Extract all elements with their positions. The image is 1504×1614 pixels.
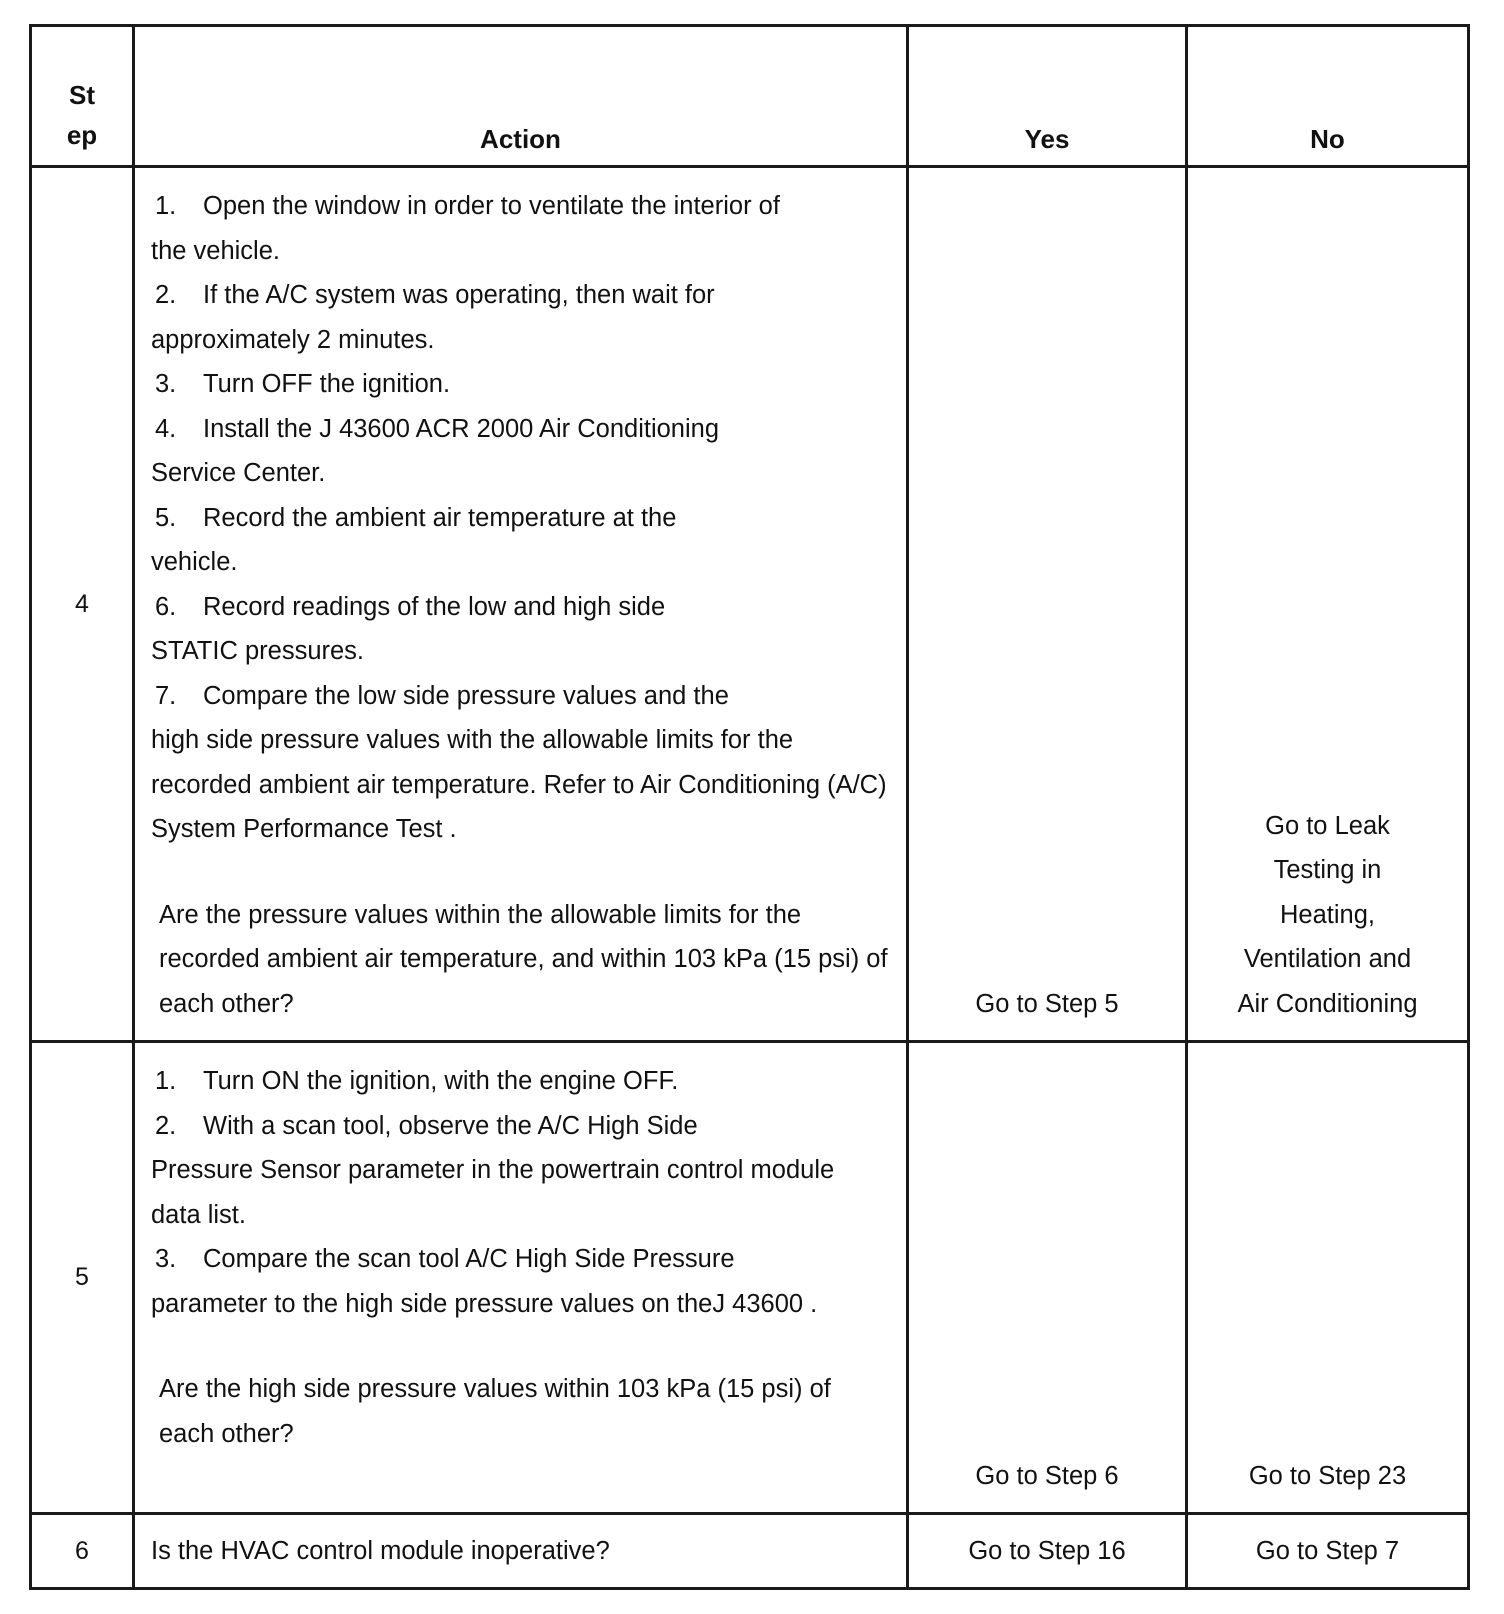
item-text: Open the window in order to ventilate the interior of: [203, 192, 780, 220]
item-continuation: Pressure Sensor parameter in the powertrain control module data list.: [151, 1156, 835, 1229]
item-number: 1.: [155, 1067, 177, 1095]
item-text: Install the J 43600 ACR 2000 Air Conditioning: [203, 414, 720, 443]
item-continuation: parameter to the high side pressure values on theJ 43600 .: [151, 1289, 818, 1318]
item-number: 2.: [155, 1111, 177, 1140]
item-text: If the A/C system was operating, then wait for: [203, 281, 715, 309]
item-text: Turn OFF the ignition.: [203, 370, 451, 398]
no-cell-text: Go to Leak Testing in Heating, Ventilation and Air Conditioning: [1237, 811, 1418, 1018]
yes-cell: Go to Step 5: [908, 167, 1187, 1042]
diagnostic-table: [29, 24, 1470, 1590]
question-text: Are the high side pressure values within 103 kPa (15 psi) of each other?: [159, 1375, 831, 1448]
step-number: 4: [31, 167, 134, 1042]
item-number: 4.: [155, 414, 177, 443]
item-text: Turn ON the ignition, with the engine OFF.: [203, 1067, 679, 1095]
action-item: [151, 585, 890, 674]
item-number: 3.: [155, 1245, 177, 1273]
action-item: [151, 674, 890, 852]
header-row: [31, 26, 1469, 167]
yes-cell: Go to Step 6: [908, 1042, 1187, 1514]
item-continuation: high side pressure values with the allowable limits for the recorded ambient air temperature. Refer to Air Conditioning (A/C) System Performance Test .: [151, 726, 887, 843]
header-step-line2: ep: [66, 120, 98, 150]
step-number: 5: [31, 1042, 134, 1514]
header-no: No: [1187, 26, 1469, 167]
action-cell: [134, 167, 908, 1042]
no-cell: Go to Step 7: [1187, 1514, 1469, 1589]
step-number: 6: [31, 1514, 134, 1589]
yes-cell: Go to Step 16: [908, 1514, 1187, 1589]
item-continuation: the vehicle.: [151, 236, 280, 265]
item-text: Compare the scan tool A/C High Side Pressure: [203, 1245, 735, 1273]
table-row-step-5: [31, 1042, 1469, 1514]
item-continuation: approximately 2 minutes.: [151, 325, 435, 354]
item-number: 3.: [155, 370, 177, 398]
item-number: 5.: [155, 503, 177, 532]
item-number: 1.: [155, 192, 177, 220]
question-text: Are the pressure values within the allowable limits for the recorded ambient air temperature, and within 103 kPa (15 psi) of each other?: [159, 900, 888, 1018]
header-action: Action: [134, 26, 908, 167]
header-step-line1: St: [69, 80, 95, 110]
header-yes: Yes: [908, 26, 1187, 167]
item-continuation: STATIC pressures.: [151, 637, 365, 665]
item-number: 2.: [155, 281, 177, 309]
item-number: 6.: [155, 592, 177, 621]
action-item: [151, 407, 890, 496]
no-cell: [1187, 167, 1469, 1042]
table-row-step-6: [31, 1514, 1469, 1589]
item-text: Record readings of the low and high side: [203, 592, 666, 621]
item-text: With a scan tool, observe the A/C High Side: [203, 1111, 698, 1140]
item-continuation: Service Center.: [151, 459, 326, 487]
item-text: Record the ambient air temperature at the: [203, 503, 677, 532]
action-item: [151, 362, 890, 407]
action-item: [151, 184, 890, 273]
table-row-step-4: [31, 167, 1469, 1042]
action-item: [151, 1104, 890, 1238]
action-cell: [134, 1042, 908, 1514]
action-item: [151, 1059, 890, 1104]
header-step: [31, 26, 134, 167]
action-item: [151, 496, 890, 585]
question-text: Is the HVAC control module inoperative?: [134, 1514, 908, 1589]
item-number: 7.: [155, 681, 177, 710]
no-cell: Go to Step 23: [1187, 1042, 1469, 1514]
action-item: [151, 273, 890, 362]
item-text: Compare the low side pressure values and the: [203, 681, 729, 710]
item-continuation: vehicle.: [151, 548, 238, 576]
action-item: [151, 1237, 890, 1326]
